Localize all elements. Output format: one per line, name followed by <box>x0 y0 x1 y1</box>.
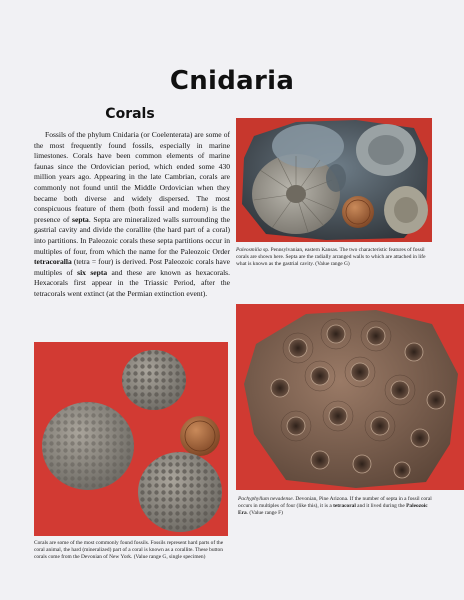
photo-pachyphyllum <box>236 304 464 490</box>
photo-button-corals <box>34 342 228 536</box>
caption-br-term-paleozoic: Paleozoic Era <box>238 503 428 517</box>
body-text-4: and these are known as hexacorals. Hexacorals first appear in the Triassic Period, after the tetracorals went extinct (at the Permian extinction event). <box>34 267 230 298</box>
caption-br-term-tetracoral: tetracoral <box>333 503 356 510</box>
body-text-2: . Septa are mineralized walls surrounding the gastrial cavity and divide the corallite (the hard part of a coral) into partitions. In Paleozoic corals these septa partitions occur in multiples of four, from which the name for the Paleozoic Order <box>34 214 230 256</box>
body-text-3: (tetra = four) is derived. Post Paleozoic corals have multiples of <box>34 257 230 277</box>
caption-br-text-1: Devonian, Pine Arizona. If the number of septa in a fossil coral occurs in multiples of four (like this), it is a <box>238 496 432 510</box>
term-tetracoralla: tetracoralla <box>34 257 72 267</box>
term-six-septa: six septa <box>77 267 108 277</box>
body-paragraph <box>34 130 230 300</box>
body-text-1: Fossils of the phylum Cnidaria (or Coelenterata) are some of the most frequently found fossils, especially in marine limestones. Corals have been common elements of marine faunas since the Ordovician period, which ended some 430 million years ago. Appearing in the late Cambrian, corals are commonly not found until the Middle Ordovician when they became both diverse and widely dispersed. The most conspicuous feature of them (both fossil and modern) is the presence of <box>34 130 230 224</box>
caption-button-corals: Corals are some of the most commonly found fossils. Fossils represent hard parts of the coral animal, the hard (mineralized) part of a coral is known as a corallite. These button corals come from the Devonian of New York. (Value range G, single specimen) <box>34 540 224 561</box>
caption-br-text-2: and it lived during the <box>355 503 407 510</box>
caption-top-species: Paleosmilia <box>236 247 262 253</box>
caption-top-text: sp. Pennsylvanian, eastern Kansas. The two characteristic features of fossil corals are shown here. Septa are the radially arranged walls to which are attached in life what is known as the gastrial cavity. (Value range G) <box>236 247 426 268</box>
page-title: Cnidaria <box>169 66 295 96</box>
caption-paleosmilia <box>236 247 432 269</box>
photo-paleosmilia <box>236 118 432 242</box>
section-heading: Corals <box>105 106 155 122</box>
caption-br-text-3: . (Value range F) <box>246 510 283 517</box>
term-septa: septa <box>72 214 89 224</box>
caption-pachyphyllum <box>238 496 434 518</box>
caption-br-species: Pachyphyllum nevadense. <box>238 496 294 502</box>
